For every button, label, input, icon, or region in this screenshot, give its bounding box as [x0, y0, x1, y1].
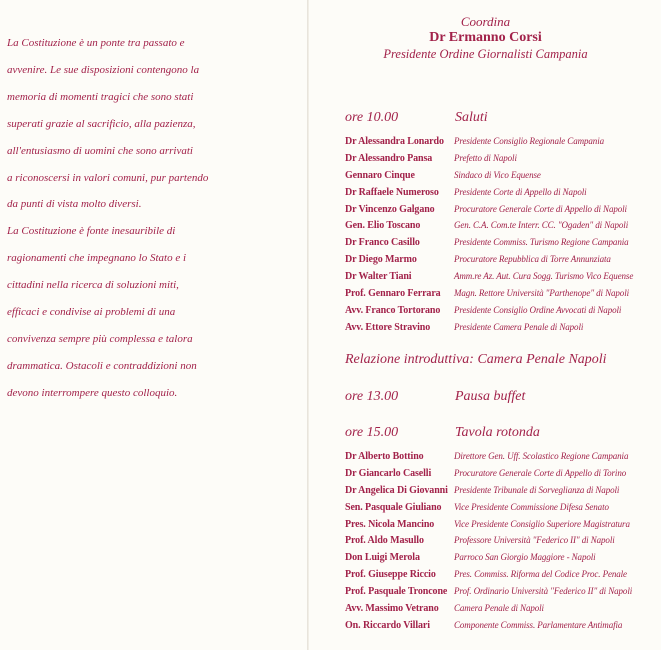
- page-fold: [307, 0, 309, 650]
- speaker-row: [345, 301, 633, 318]
- speaker-row: [345, 183, 633, 200]
- speaker-row: [345, 548, 632, 565]
- speaker-row: [345, 599, 632, 616]
- speaker-name: Dr Raffaele Numeroso: [345, 186, 439, 198]
- speaker-name: Dr Alessandro Pansa: [345, 152, 433, 164]
- speaker-role: Direttore Gen. Uff. Scolastico Regione Campania: [454, 451, 629, 461]
- speaker-role: Prof. Ordinario Università "Federico II" di Napoli: [454, 586, 633, 597]
- speaker-name: Dr Vincenzo Galgano: [345, 203, 435, 215]
- speaker-name: Dr Giancarlo Caselli: [345, 467, 432, 479]
- speaker-role: Presidente Consiglio Regionale Campania: [454, 136, 605, 146]
- speaker-role: Professore Università "Federico II" di Napoli: [454, 535, 615, 546]
- speaker-list-saluti: [345, 132, 633, 335]
- intro-line: avvenire. Le sue disposizioni contengono la: [7, 63, 200, 76]
- speaker-name: Prof. Aldo Masullo: [345, 535, 424, 547]
- speaker-name: Prof. Gennaro Ferrara: [345, 288, 441, 300]
- speaker-name: Prof. Giuseppe Riccio: [345, 569, 436, 581]
- intro-line: drammatica. Ostacoli e contraddizioni non: [7, 359, 197, 372]
- speaker-role: Presidente Camera Penale di Napoli: [454, 321, 584, 332]
- speaker-role: Procuratore Generale Corte di Appello di Napoli: [454, 203, 627, 214]
- speaker-role: Pres. Commiss. Riforma del Codice Proc. Penale: [454, 569, 627, 580]
- speaker-role: Vice Presidente Commissione Difesa Senato: [454, 501, 609, 512]
- speaker-name: Sen. Pasquale Giuliano: [345, 501, 442, 513]
- speaker-row: [345, 616, 632, 633]
- session-time: ore 15.00: [345, 425, 399, 440]
- moderator-block: [310, 14, 661, 62]
- speaker-role: Vice Presidente Consiglio Superiore Magistratura: [454, 518, 630, 529]
- speaker-row: [345, 132, 633, 149]
- speaker-name: Avv. Franco Tortorano: [345, 304, 441, 316]
- speaker-name: Dr Walter Tiani: [345, 271, 412, 283]
- speaker-name: Dr Alberto Bottino: [345, 451, 424, 462]
- intro-line: efficaci e condivise ai problemi di una: [7, 306, 176, 319]
- intro-line: La Costituzione è un ponte tra passato e: [7, 37, 185, 49]
- intro-line: da punti di vista molto diversi.: [7, 198, 142, 211]
- speaker-row: [345, 515, 632, 532]
- speaker-role: Amm.re Az. Aut. Cura Sogg. Turismo Vico Equense: [454, 271, 634, 282]
- session-buffet-header: [345, 389, 525, 405]
- intro-paragraph: [7, 30, 299, 407]
- speaker-row: [345, 531, 632, 548]
- speaker-name: Dr Alessandra Lonardo: [345, 136, 444, 147]
- speaker-role: Camera Penale di Napoli: [454, 603, 544, 614]
- session-time: ore 13.00: [345, 389, 399, 404]
- speaker-name: On. Riccardo Villari: [345, 619, 430, 631]
- speaker-role: Presidente Consiglio Ordine Avvocati di Napoli: [454, 304, 622, 315]
- speaker-row: [345, 233, 633, 250]
- speaker-row: [345, 200, 633, 217]
- speaker-row: [345, 481, 632, 498]
- intro-line: La Costituzione è fonte inesauribile di: [7, 225, 176, 238]
- speaker-role: Procuratore Repubblica di Torre Annunziata: [454, 254, 611, 265]
- speaker-name: Prof. Pasquale Troncone: [345, 586, 448, 598]
- session-saluti-header: [345, 110, 488, 126]
- session-tavola-header: [345, 425, 540, 441]
- speaker-name: Gennaro Cinque: [345, 169, 415, 181]
- intro-line: convivenza sempre più complessa e talora: [7, 332, 193, 345]
- speaker-role: Presidente Tribunale di Sorveglianza di Napoli: [454, 484, 620, 495]
- speaker-role: Presidente Corte di Appello di Napoli: [454, 186, 587, 197]
- speaker-role: Procuratore Generale Corte di Appello di Torino: [454, 467, 627, 478]
- moderator-name: Dr Ermanno Corsi: [429, 30, 542, 45]
- speaker-row: [345, 284, 633, 301]
- relazione-introduttiva: Relazione introduttiva: Camera Penale Napoli: [345, 352, 607, 367]
- intro-line: devono interrompere questo colloquio.: [7, 386, 178, 399]
- moderator-label: Coordina: [460, 14, 511, 29]
- speaker-row: [345, 582, 632, 599]
- speaker-name: Gen. Elio Toscano: [345, 220, 421, 232]
- speaker-row: [345, 498, 632, 515]
- speaker-row: [345, 447, 632, 464]
- speaker-list-tavola: [345, 447, 632, 633]
- speaker-role: Gen. C.A. Com.te Interr. CC. "Ogaden" di Napoli: [454, 220, 629, 231]
- speaker-name: Don Luigi Merola: [345, 552, 420, 564]
- speaker-name: Pres. Nicola Mancino: [345, 518, 435, 530]
- intro-line: superati grazie al sacrificio, alla pazienza,: [7, 117, 196, 130]
- speaker-role: Sindaco di Vico Equense: [454, 169, 541, 180]
- session-title: Pausa buffet: [455, 389, 526, 404]
- speaker-name: Avv. Massimo Vetrano: [345, 603, 439, 615]
- speaker-row: [345, 464, 632, 481]
- speaker-role: Presidente Commiss. Turismo Regione Campania: [454, 237, 629, 248]
- intro-line: ragionamenti che impegnano lo Stato e i: [7, 252, 187, 265]
- session-title: Tavola rotonda: [455, 425, 540, 440]
- speaker-name: Dr Angelica Di Giovanni: [345, 484, 448, 496]
- speaker-name: Dr Diego Marmo: [345, 254, 417, 266]
- intro-line: cittadini nella ricerca di soluzioni miti,: [7, 279, 179, 292]
- speaker-row: [345, 166, 633, 183]
- speaker-row: [345, 267, 633, 284]
- intro-line: memoria di momenti tragici che sono stati: [7, 90, 194, 103]
- speaker-row: [345, 149, 633, 166]
- moderator-role: Presidente Ordine Giornalisti Campania: [383, 47, 588, 61]
- speaker-row: [345, 216, 633, 233]
- speaker-name: Dr Franco Casillo: [345, 237, 420, 249]
- speaker-role: Magn. Rettore Università "Parthenope" di Napoli: [454, 288, 630, 299]
- speaker-role: Prefetto di Napoli: [454, 152, 517, 163]
- session-time: ore 10.00: [345, 110, 399, 125]
- speaker-name: Avv. Ettore Stravino: [345, 321, 431, 333]
- intro-line: a riconoscersi in valori comuni, pur partendo: [7, 171, 209, 184]
- speaker-role: Componente Commiss. Parlamentare Antimafia: [454, 619, 623, 630]
- intro-line: all'entusiasmo di uomini che sono arrivati: [7, 144, 193, 157]
- speaker-row: [345, 565, 632, 582]
- session-title: Saluti: [455, 110, 488, 125]
- speaker-row: [345, 250, 633, 267]
- speaker-role: Parroco San Giorgio Maggiore - Napoli: [454, 552, 596, 563]
- speaker-row: [345, 318, 633, 335]
